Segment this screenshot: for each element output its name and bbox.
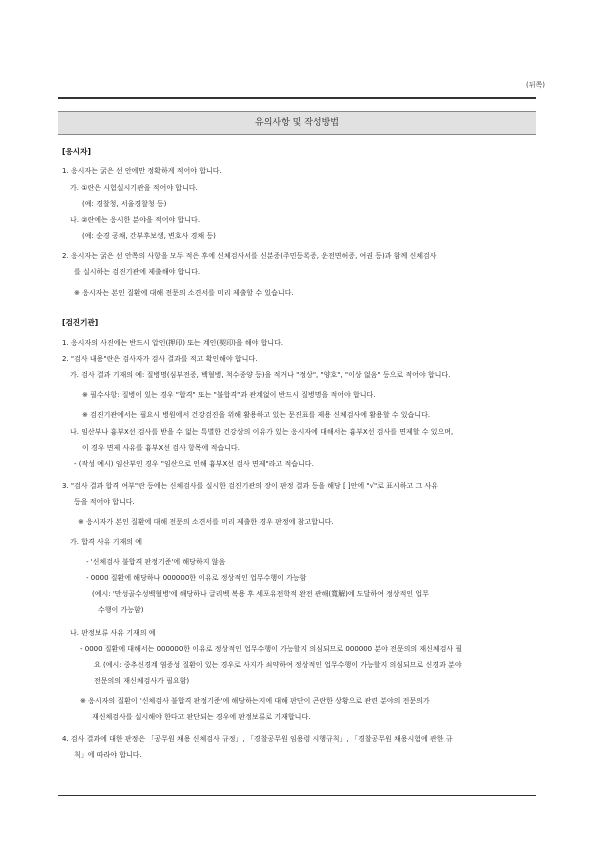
text-line: (예: 경찰청, 서울경찰청 등) (82, 200, 167, 208)
text-line: 재신체검사를 실시해야 한다고 판단되는 경우에 판정보류로 기재합니다. (92, 713, 311, 721)
text-line: 칙」에 따라야 합니다. (74, 751, 142, 759)
text-line: 3. "검사 결과 합격 여부"란 등에는 신체검사를 실시한 검진기관의 장이 판정 결과 등을 해당 [ ]안에 "√"로 표시하고 그 사유 (62, 482, 439, 490)
text-line: ※ 필수사항: 질병이 있는 경우 "합격" 또는 "불합격"과 관계없이 반드시 질병명을 적어야 합니다. (82, 391, 376, 399)
text-line: 2. "검사 내용"란은 검사자가 검사 결과를 적고 확인해야 합니다. (62, 355, 258, 363)
text-line: 1. 응시자의 사진에는 반드시 압인(押印) 또는 계인(契印)을 해야 합니다. (62, 339, 284, 347)
text-line: ※ 응시자는 본인 질환에 대해 전문의 소견서를 미리 제출할 수 있습니다. (74, 289, 294, 297)
text-line: 수행이 가능함) (98, 606, 144, 614)
text-line: 를 실시하는 검진기관에 제출해야 합니다. (74, 268, 201, 276)
bottom-rule (58, 795, 536, 796)
text-line: 4. 검사 결과에 대한 판정은 「공무원 채용 신체검사 규정」, 「경찰공무원 임용령 시행규칙」, 「경찰공무원 채용시험에 관한 규 (62, 735, 453, 743)
text-line: 요 (예시: 중추신경계 염증성 질환이 있는 경우로 사지가 쇠약하여 정상적인 업무수행이 가능할지 의심되므로 신경과 분야 (94, 661, 462, 669)
text-line: 나. 임산부나 흉부X선 검사를 받을 수 없는 특별한 건강상의 이유가 있는 응시자에 대해서는 흉부X선 검사를 면제할 수 있으며, (70, 428, 454, 436)
text-line: ※ 검진기관에서는 필요시 병원에서 건강검진을 위해 활용하고 있는 문진표를 제용 신체검사에 활용할 수 있습니다. (82, 411, 431, 419)
text-line: 전문의의 재신체검사가 필요함) (94, 677, 190, 685)
text-line: 2. 응시자는 굵은 선 안쪽의 사항을 모두 적은 후에 신체검사서를 신분증(주민등록증, 운전면허증, 여권 등)과 함께 신체검사 (62, 252, 437, 260)
text-line: - (작성 예시) 임산부인 경우 "임산으로 인해 흉부X선 검사 면제"라고 적습니다. (74, 460, 314, 468)
text-line: 등을 적어야 합니다. (74, 498, 135, 506)
section-title: 유의사항 및 작성방법 (58, 111, 536, 135)
text-line: 1. 응시자는 굵은 선 안에만 정확하게 적어야 합니다. (62, 167, 222, 175)
text-line: 가. 검사 결과 기재의 예: 질병명(심부전증, 백혈병, 척수종양 등)을 적거나 "정상", "양호", "이상 없음" 등으로 적어야 합니다. (70, 371, 451, 379)
text-line: 나. ②란에는 응시한 분야을 적어야 합니다. (70, 216, 201, 224)
text-line: 가. ①란은 시험실시기관을 적어야 합니다. (70, 184, 198, 192)
heading-applicant: [응시자] (62, 147, 91, 156)
top-rule (58, 97, 536, 99)
text-line: ※ 응시자의 질환이 '신체검사 불합격 판정기준'에 해당하는지에 대해 판단이 곤란한 상황으로 관련 분야의 전문의가 (80, 697, 430, 705)
text-line: ※ 응시자가 본인 질환에 대해 전문의 소견서를 미리 제출한 경우 판정에 참고합니다. (78, 518, 334, 526)
text-line: (예시: '만성골수성백혈병'에 해당하나 글리벡 복용 후 세포유전학적 완전 관해(寬解)에 도달하여 정상적인 업무 (92, 590, 429, 598)
text-line: 이 경우 면제 사유를 흉부X선 검사 항목에 적습니다. (82, 444, 240, 452)
text-line: 나. 판정보류 사유 기재의 예 (70, 629, 156, 637)
heading-clinic: [검진기관] (62, 318, 99, 327)
page-side-label: (뒤쪽) (526, 81, 545, 89)
text-line: - 0000 질환에 해당하나 000000한 이유로 정상적인 업무수행이 가능함 (86, 574, 307, 582)
text-line: (예: 순경 공채, 간부후보생, 변호사 경채 등) (82, 232, 216, 240)
text-line: 가. 합격 사유 기재의 예 (70, 538, 142, 546)
text-line: - 0000 질환에 대해서는 000000한 이유로 정상적인 업무수행이 가능할지 의심되므로 000000 분야 전문의의 재신체검사 필 (80, 645, 463, 653)
text-line: - '신체검사 불합격 판정기준'에 해당하지 않음 (86, 558, 226, 566)
